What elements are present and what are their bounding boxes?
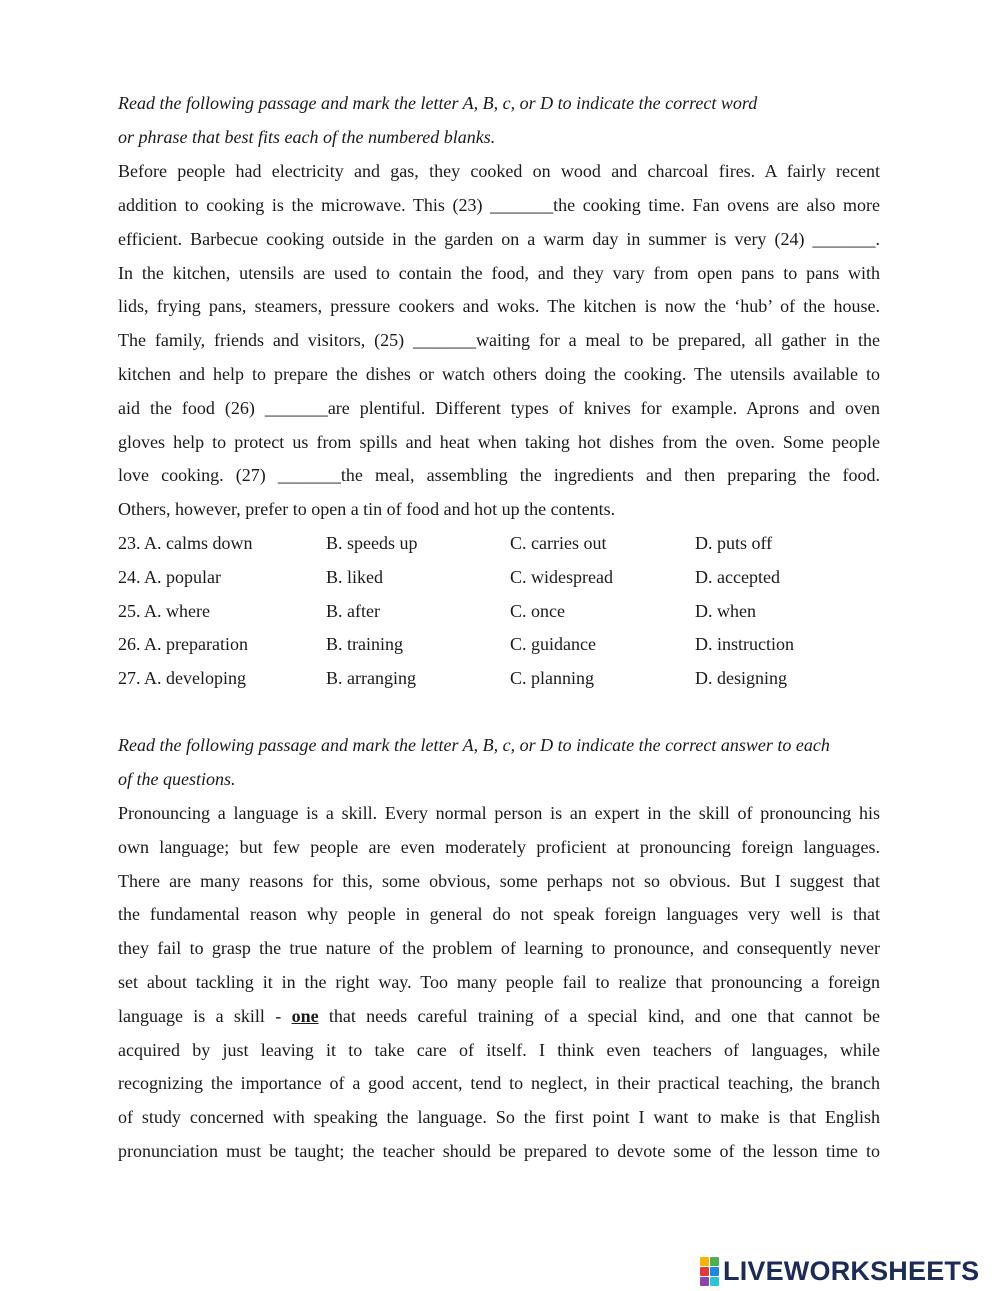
q24-option-a[interactable]: 24. A. popular: [118, 567, 221, 587]
q25-option-c[interactable]: C. once: [510, 601, 565, 621]
q23-option-d[interactable]: D. puts off: [695, 533, 773, 553]
q26-option-c[interactable]: C. guidance: [510, 634, 596, 654]
passage1-line: efficient. Barbecue cooking outside in the garden on a warm day in summer is very (24) _______.: [118, 229, 880, 249]
q27-option-a[interactable]: 27. A. developing: [118, 668, 246, 688]
highlighted-word-one: one: [291, 1006, 319, 1026]
passage2-line: acquired by just leaving it to take care of itself. I think even teachers of languages, while: [118, 1040, 880, 1060]
passage2-line-with-highlight: [118, 1005, 880, 1027]
q24-option-d[interactable]: D. accepted: [695, 567, 780, 587]
highlight-after: that needs careful training of a special kind, and one that cannot be: [318, 1006, 880, 1026]
section1-instruction-line: or phrase that best fits each of the numbered blanks.: [118, 127, 496, 147]
q25-option-d[interactable]: D. when: [695, 601, 756, 621]
section2-instruction-line: of the questions.: [118, 769, 236, 789]
passage2-line: Pronouncing a language is a skill. Every normal person is an expert in the skill of pronouncing his: [118, 803, 880, 823]
q27-option-c[interactable]: C. planning: [510, 668, 594, 688]
q25-option-a[interactable]: 25. A. where: [118, 601, 210, 621]
passage1-line: kitchen and help to prepare the dishes or watch others doing the cooking. The utensils available to: [118, 364, 880, 384]
passage2-line: own language; but few people are even moderately proficient at pronouncing foreign languages.: [118, 837, 880, 857]
passage1-line: lids, frying pans, steamers, pressure cookers and woks. The kitchen is now the ‘hub’ of the house.: [118, 296, 880, 316]
passage2-line: set about tackling it in the right way. Too many people fail to realize that pronouncing a foreign: [118, 972, 880, 992]
passage2-line: recognizing the importance of a good accent, tend to neglect, in their practical teaching, the branch: [118, 1073, 880, 1093]
passage1-line: addition to cooking is the microwave. This (23) _______the cooking time. Fan ovens are also more: [118, 195, 880, 215]
passage1-line: Others, however, prefer to open a tin of food and hot up the contents.: [118, 499, 616, 519]
passage1-line: Before people had electricity and gas, they cooked on wood and charcoal fires. A fairly recent: [118, 161, 880, 181]
passage2-line: There are many reasons for this, some obvious, some perhaps not so obvious. But I suggest that: [118, 871, 880, 891]
passage1-line: gloves help to protect us from spills and heat when taking hot dishes from the oven. Some people: [118, 432, 880, 452]
passage2-line: of study concerned with speaking the language. So the first point I want to make is that English: [118, 1107, 880, 1127]
passage2-line: the fundamental reason why people in general do not speak foreign languages very well is that: [118, 904, 880, 924]
q23-option-b[interactable]: B. speeds up: [326, 533, 418, 553]
passage1-line: The family, friends and visitors, (25) _______waiting for a meal to be prepared, all gather in the: [118, 330, 880, 350]
logo-text: LIVEWORKSHEETS: [723, 1255, 980, 1286]
passage2-line: pronunciation must be taught; the teacher should be prepared to devote some of the lesson time to: [118, 1141, 880, 1161]
q23-option-c[interactable]: C. carries out: [510, 533, 607, 553]
q25-option-b[interactable]: B. after: [326, 601, 380, 621]
passage1-line: love cooking. (27) _______the meal, assembling the ingredients and then preparing the food.: [118, 465, 880, 485]
q27-option-d[interactable]: D. designing: [695, 668, 787, 688]
liveworksheets-grid-icon: [700, 1257, 719, 1286]
passage1-line: In the kitchen, utensils are used to contain the food, and they vary from open pans to pans with: [118, 263, 880, 283]
q24-option-b[interactable]: B. liked: [326, 567, 383, 587]
q26-option-d[interactable]: D. instruction: [695, 634, 794, 654]
section2-instruction-line: Read the following passage and mark the letter A, B, c, or D to indicate the correct answer to each: [118, 735, 830, 755]
section1-instruction-line: Read the following passage and mark the letter A, B, c, or D to indicate the correct word: [118, 93, 758, 113]
q23-option-a[interactable]: 23. A. calms down: [118, 533, 253, 553]
liveworksheets-logo[interactable]: [700, 1256, 979, 1286]
q27-option-b[interactable]: B. arranging: [326, 668, 416, 688]
passage2-line: they fail to grasp the true nature of the problem of learning to pronounce, and consequently never: [118, 938, 880, 958]
q26-option-a[interactable]: 26. A. preparation: [118, 634, 248, 654]
passage1-line: aid the food (26) _______are plentiful. Different types of knives for example. Aprons and oven: [118, 398, 880, 418]
highlight-before: language is a skill -: [118, 1006, 292, 1026]
q26-option-b[interactable]: B. training: [326, 634, 403, 654]
q24-option-c[interactable]: C. widespread: [510, 567, 613, 587]
